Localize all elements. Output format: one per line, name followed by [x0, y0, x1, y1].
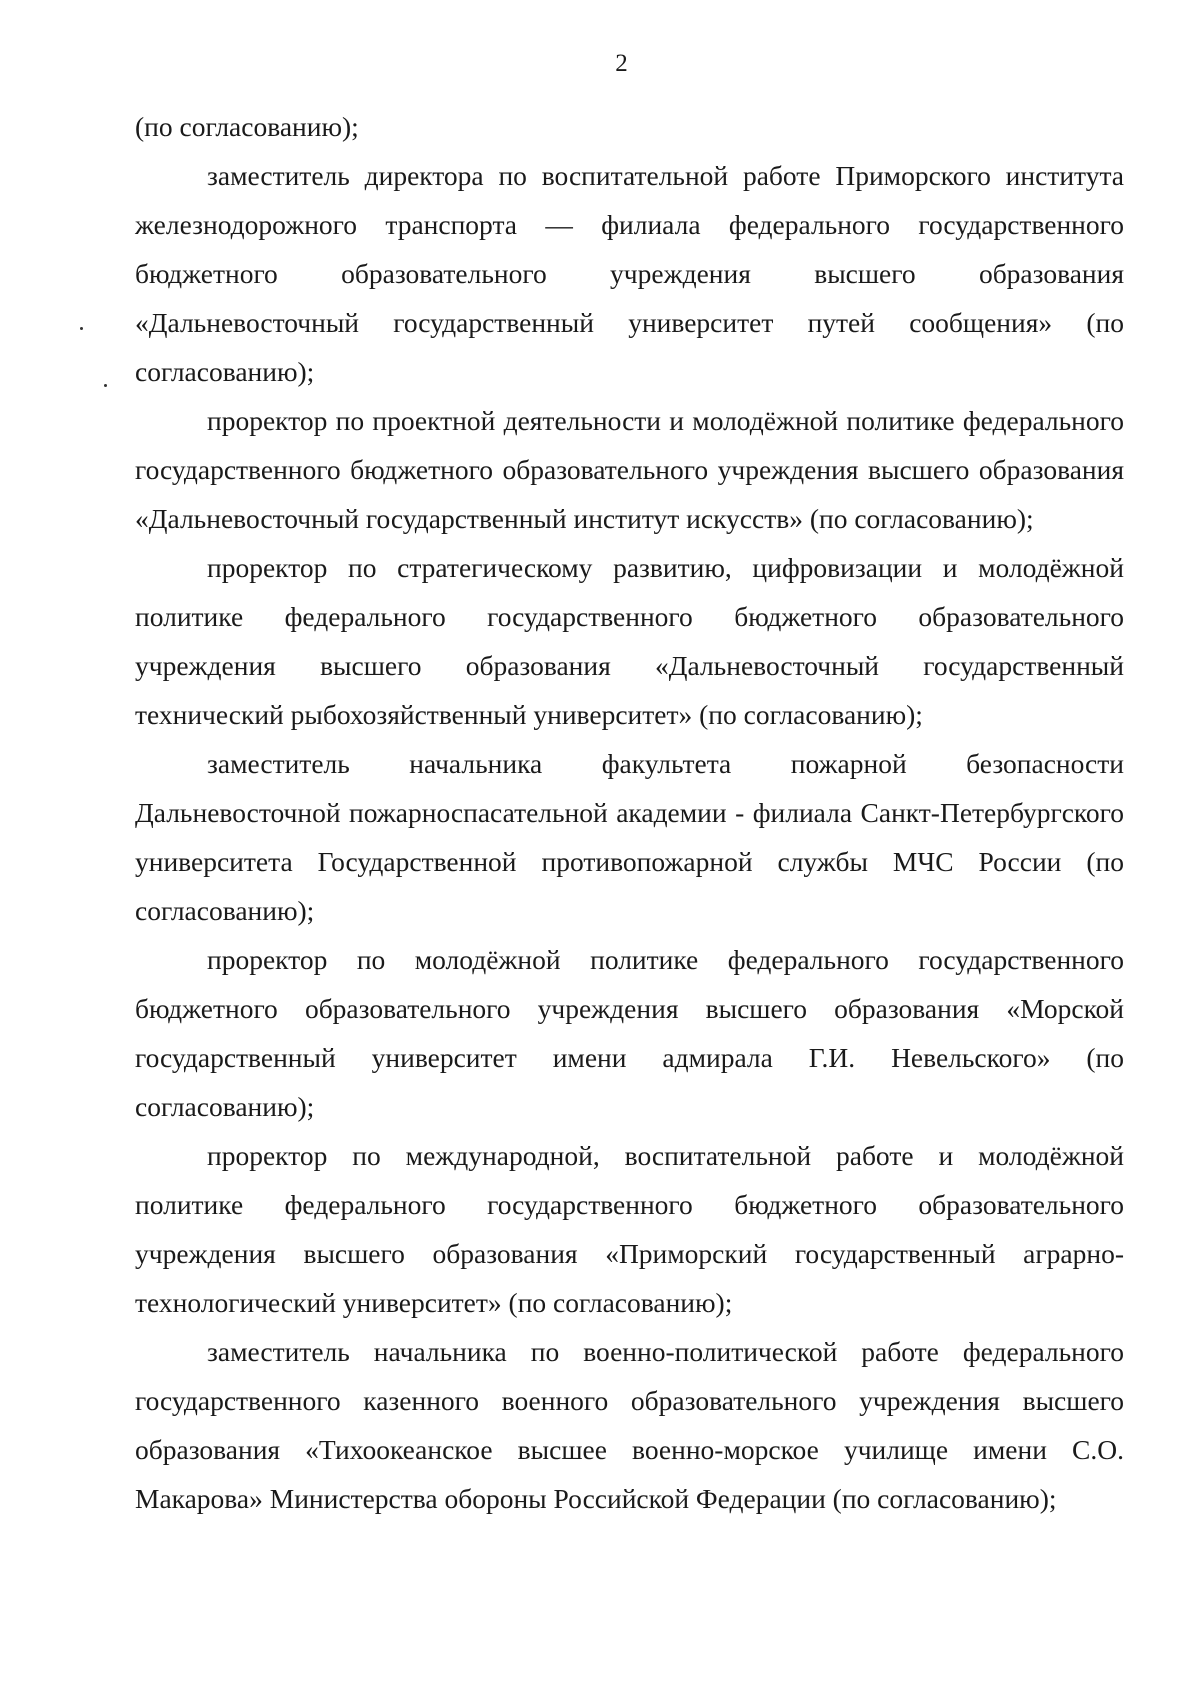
paragraph: заместитель директора по воспитательной работе Приморского института железнодорожного транспорта — филиала федерального государственного бюджетного образовательного учреждения высшего образования «Дальневосточный государственный университет путей сообщения» (по согласованию);: [135, 160, 1124, 387]
document-body: [135, 102, 1124, 1523]
scan-artifact-dot: [104, 384, 107, 387]
paragraph: проректор по международной, воспитательной работе и молодёжной политике федерального государственного бюджетного образовательного учреждения высшего образования «Приморский государственный аграрно-технологический университет» (по согласованию);: [135, 1140, 1124, 1318]
paragraph: проректор по стратегическому развитию, цифровизации и молодёжной политике федерального государственного бюджетного образовательного учреждения высшего образования «Дальневосточный государственный технический рыбохозяйственный университет» (по согласованию);: [135, 552, 1124, 730]
scan-artifact-dot: [80, 327, 83, 330]
paragraph: заместитель начальника факультета пожарной безопасности Дальневосточной пожарноспасательной академии - филиала Санкт-Петербургского университета Государственной противопожарной службы МЧС России (по согласованию);: [135, 748, 1124, 926]
paragraph: проректор по молодёжной политике федерального государственного бюджетного образовательного учреждения высшего образования «Морской государственный университет имени адмирала Г.И. Невельского» (по согласованию);: [135, 944, 1124, 1122]
paragraph: (по согласованию);: [135, 111, 359, 142]
paragraph: проректор по проектной деятельности и молодёжной политике федерального государственного бюджетного образовательного учреждения высшего образования «Дальневосточный государственный институт искусств» (по согласованию);: [135, 405, 1124, 534]
page-number: 2: [615, 50, 628, 77]
paragraph: заместитель начальника по военно-политической работе федерального государственного казенного военного образовательного учреждения высшего образования «Тихоокеанское высшее военно-морское училище имени С.О. Макарова» Министерства обороны Российской Федерации (по согласованию);: [135, 1336, 1124, 1514]
